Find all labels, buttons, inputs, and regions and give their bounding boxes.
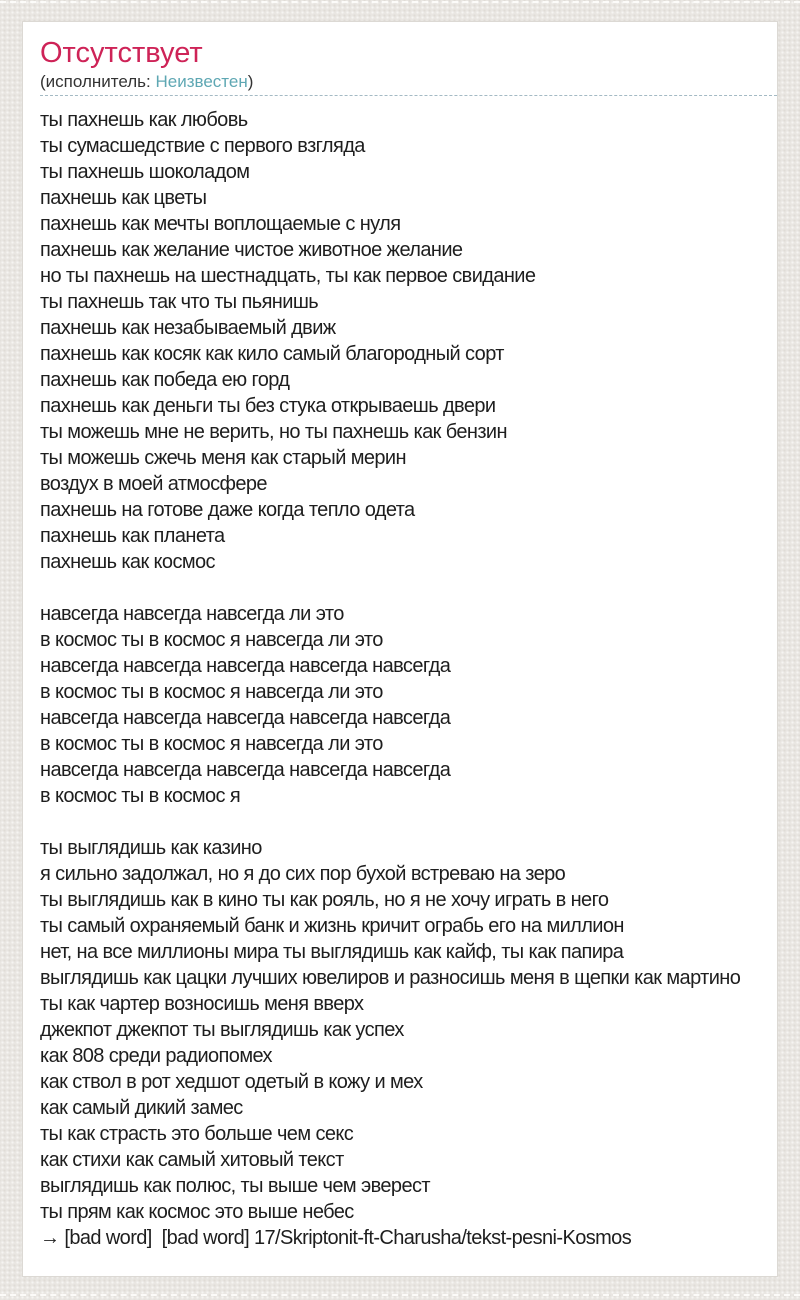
lyric-line: ты выглядишь как казино xyxy=(40,837,262,859)
lyric-line: как стихи как самый хитовый текст xyxy=(40,1149,344,1171)
lyric-line: в космос ты в космос я навсегда ли это xyxy=(40,629,383,651)
lyric-line: навсегда навсегда навсегда навсегда навсегда xyxy=(40,759,451,781)
lyric-line: пахнешь как незабываемый движ xyxy=(40,317,336,339)
artist-label-suffix: ) xyxy=(247,72,254,91)
lyric-line: в космос ты в космос я навсегда ли это xyxy=(40,681,383,703)
lyrics-card xyxy=(22,21,778,1277)
lyric-line: выглядишь как полюс, ты выше чем эверест xyxy=(40,1175,430,1197)
lyric-line: джекпот джекпот ты выглядишь как успех xyxy=(40,1019,404,1041)
lyric-line: ты как страсть это больше чем секс xyxy=(40,1123,354,1145)
lyric-line: как 808 среди радиопомех xyxy=(40,1045,272,1067)
lyric-line: навсегда навсегда навсегда навсегда навсегда xyxy=(40,655,451,677)
lyric-line: пахнешь на готове даже когда тепло одета xyxy=(40,499,415,521)
lyric-line: я сильно задолжал, но я до сих пор бухой встреваю на зеро xyxy=(40,863,566,885)
source-reference-line: → [bad word] [bad word] 17/Skriptonit-ft-Charusha/tekst-pesni-Kosmos xyxy=(40,1227,632,1249)
dashed-separator xyxy=(40,95,777,96)
lyric-line: пахнешь как косяк как кило самый благородный сорт xyxy=(40,343,504,365)
lyric-line: но ты пахнешь на шестнадцать, ты как первое свидание xyxy=(40,265,536,287)
page-top-dashed-texture xyxy=(0,1,800,3)
lyric-line: ты прям как космос это выше небес xyxy=(40,1201,354,1223)
lyric-line: пахнешь как победа ею горд xyxy=(40,369,290,391)
page-title: Отсутствует xyxy=(40,37,203,69)
verse xyxy=(40,835,757,1225)
lyric-line: пахнешь как планета xyxy=(40,525,225,547)
lyric-line: пахнешь как желание чистое животное желание xyxy=(40,239,463,261)
verse xyxy=(40,107,757,575)
lyric-line: ты можешь сжечь меня как старый мерин xyxy=(40,447,406,469)
lyric-line: пахнешь как цветы xyxy=(40,187,207,209)
lyric-line: в космос ты в космос я навсегда ли это xyxy=(40,733,383,755)
lyric-line: пахнешь как мечты воплощаемые с нуля xyxy=(40,213,401,235)
artist-line xyxy=(40,72,757,92)
lyric-line: как ствол в рот хедшот одетый в кожу и мех xyxy=(40,1071,423,1093)
lyric-line: как самый дикий замес xyxy=(40,1097,243,1119)
lyrics xyxy=(40,107,757,1225)
lyric-line: ты пахнешь так что ты пьянишь xyxy=(40,291,319,313)
lyric-line: в космос ты в космос я xyxy=(40,785,241,807)
lyric-line: ты сумасшедствие с первого взгляда xyxy=(40,135,365,157)
lyric-line: ты выглядишь как в кино ты как рояль, но я не хочу играть в него xyxy=(40,889,609,911)
lyric-line: ты пахнешь шоколадом xyxy=(40,161,250,183)
lyric-line: пахнешь как деньги ты без стука открываешь двери xyxy=(40,395,496,417)
lyric-line: ты можешь мне не верить, но ты пахнешь как бензин xyxy=(40,421,507,443)
lyric-line: ты самый охраняемый банк и жизнь кричит ограбь его на миллион xyxy=(40,915,624,937)
verse xyxy=(40,601,757,809)
lyric-line: навсегда навсегда навсегда навсегда навсегда xyxy=(40,707,451,729)
lyric-line: пахнешь как космос xyxy=(40,551,215,573)
lyric-line: выглядишь как цацки лучших ювелиров и разносишь меня в щепки как мартино xyxy=(40,967,741,989)
lyric-line: ты пахнешь как любовь xyxy=(40,109,248,131)
artist-label-prefix: (исполнитель: xyxy=(40,72,156,91)
lyric-line: воздух в моей атмосфере xyxy=(40,473,267,495)
lyric-line: навсегда навсегда навсегда ли это xyxy=(40,603,344,625)
lyric-line: нет, на все миллионы мира ты выглядишь как кайф, ты как папира xyxy=(40,941,624,963)
artist-link[interactable]: Неизвестен xyxy=(155,72,248,91)
page-bottom-dashed-texture xyxy=(0,1294,800,1296)
lyric-line: ты как чартер возносишь меня вверх xyxy=(40,993,364,1015)
